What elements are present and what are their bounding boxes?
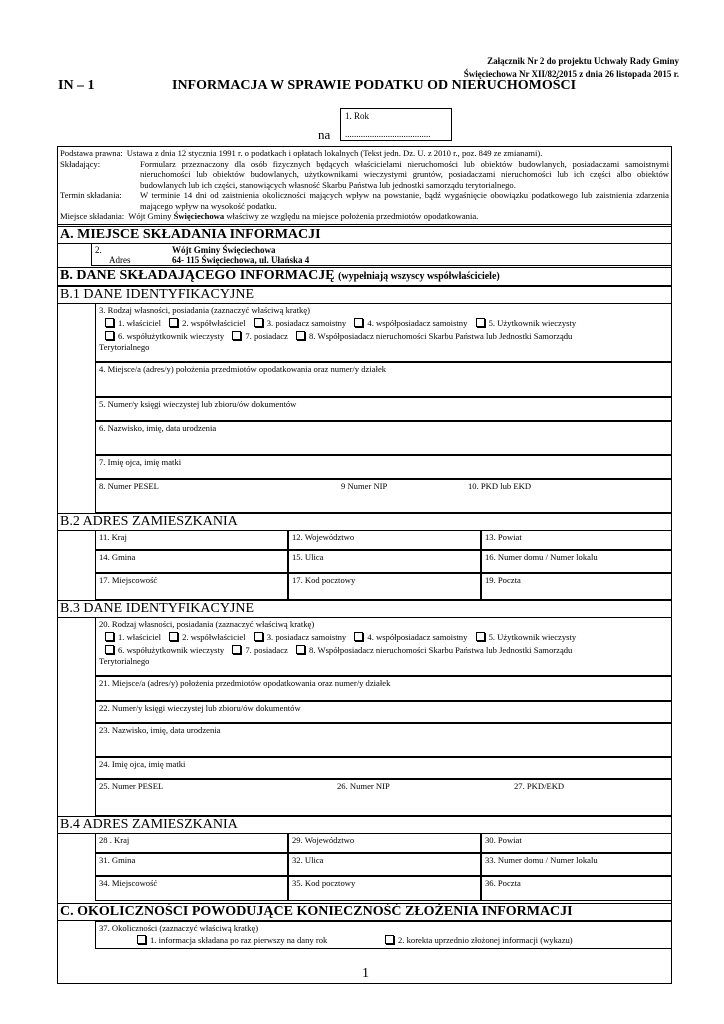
field-33[interactable] [481, 853, 672, 876]
section-b1-title: B.1 DANE IDENTYFIKACYJNE [57, 286, 672, 304]
checkbox-b1-3[interactable] [254, 318, 263, 327]
field-3-ownership [95, 303, 672, 362]
field-31[interactable] [95, 853, 288, 876]
rok-label: 1. Rok [345, 111, 370, 121]
field-4[interactable] [95, 362, 672, 397]
field-15[interactable] [288, 550, 481, 573]
opt-c-1: 1. informacja składana po raz pierwszy na dany rok [150, 935, 328, 945]
adres-label: Adres [109, 255, 131, 265]
opt-b3-8: 8. Współposiadacz nieruchomości Skarbu Państwa lub Jednostki Samorządu [309, 645, 573, 655]
rok-field[interactable] [340, 108, 452, 141]
field-20-ownership [95, 617, 672, 676]
opt-b1-5: 5. Użytkownik wieczysty [488, 318, 577, 328]
opt-b1-6: 6. współużytkownik wieczysty [118, 331, 225, 341]
field-15-label: 15. Ulica [292, 552, 324, 562]
field-31-label: 31. Gmina [99, 855, 136, 865]
checkbox-b1-8[interactable] [296, 331, 305, 340]
field-23[interactable] [95, 723, 672, 757]
field-24[interactable] [95, 757, 672, 779]
checkbox-b1-2[interactable] [169, 318, 178, 327]
field-16-label: 16. Numer domu / Numer lokalu [485, 552, 598, 562]
field-22[interactable] [95, 701, 672, 723]
podstawa-label: Podstawa prawna: [60, 148, 123, 158]
checkbox-b1-7[interactable] [232, 331, 241, 340]
opt-b1-cont: Terytorialnego [99, 342, 150, 352]
field-29[interactable] [288, 833, 481, 853]
attachment-line-1: Załącznik Nr 2 do projektu Uchwały Rady Gminy [487, 56, 679, 66]
checkbox-b3-8[interactable] [296, 645, 305, 654]
checkbox-b1-6[interactable] [105, 331, 114, 340]
podstawa-text: Ustawa z dnia 12 stycznia 1991 r. o podatkach i opłatach lokalnych (Tekst jedn. Dz. U. z 2010 r., poz. 849 ze zmianami). [126, 148, 543, 158]
skladajacy-text: Formularz przeznaczony dla osób fizycznych będących właścicielami nieruchomości lub obiektów budowlanych, posiadaczami samoistnymi nieruchomości lub obiektów budowlanych, użytkownikami wieczystymi gruntów, posiadaczami nieruchomości lub ich części albo obiektów budowlanych lub ich części, stanowiących własność Skarbu Państwa lub jednostki samorządu terytorialnego. [140, 158, 669, 190]
field-34-label: 34. Miejscowość [99, 878, 158, 888]
field-28[interactable] [95, 833, 288, 853]
fields-25-27 [95, 779, 672, 816]
field-13-label: 13. Powiat [485, 532, 522, 542]
field-30-label: 30. Powiat [485, 835, 522, 845]
organ-name: Wójt Gminy Święciechowa [172, 245, 276, 255]
field-17a[interactable] [95, 573, 288, 600]
field-35-label: 35. Kod pocztowy [292, 878, 356, 888]
checkbox-b3-5[interactable] [476, 632, 485, 641]
field-32[interactable] [288, 853, 481, 876]
field-24-label: 24. Imię ojca, imię matki [99, 759, 186, 769]
field-4-label: 4. Miejsce/a (adres/y) położenia przedmiotów opodatkowania oraz numer/y działek [99, 364, 387, 374]
opt-b1-7: 7. posiadacz [245, 331, 288, 341]
opt-b3-3: 3. posiadacz samoistny [266, 632, 347, 642]
field-2-number: 2. [95, 245, 102, 255]
section-b-title-text: B. DANE SKŁADAJĄCEGO INFORMACJĘ [60, 268, 335, 283]
field-3-label: 3. Rodzaj własności, posiadania (zaznaczyć właściwą kratkę) [99, 305, 310, 315]
field-25-label[interactable]: 25. Numer PESEL [99, 781, 164, 791]
field-17b-label: 17. Kod pocztowy [292, 575, 356, 585]
section-b-title [57, 267, 672, 286]
field-36[interactable] [481, 876, 672, 901]
checkbox-b1-1[interactable] [105, 318, 114, 327]
field-14[interactable] [95, 550, 288, 573]
field-34[interactable] [95, 876, 288, 901]
opt-b1-3: 3. posiadacz samoistny [266, 318, 347, 328]
checkbox-b3-7[interactable] [232, 645, 241, 654]
opt-b3-7: 7. posiadacz [245, 645, 288, 655]
checkbox-b3-1[interactable] [105, 632, 114, 641]
field-12-label: 12. Województwo [292, 532, 355, 542]
field-19[interactable] [481, 573, 672, 600]
field-21-label: 21. Miejsce/a (adres/y) położenia przedmiotów opodatkowania oraz numer/y działek [99, 678, 391, 688]
miejsce-text-post: właściwy ze względu na miejsce położenia przedmiotów opodatkowania. [224, 211, 479, 221]
field-22-label: 22. Numer/y księgi wieczystej lub zbioru/ów dokumentów [99, 703, 301, 713]
rok-dots: ...................................... [345, 129, 431, 139]
checkbox-b3-6[interactable] [105, 645, 114, 654]
checkbox-c-2[interactable] [385, 935, 394, 944]
checkbox-c-1[interactable] [137, 935, 146, 944]
termin-label: Termin składania: [60, 190, 122, 200]
section-a-title: A. MIEJSCE SKŁADANIA INFORMACJI [57, 226, 672, 244]
checkbox-b1-4[interactable] [354, 318, 363, 327]
section-a-address [91, 243, 672, 266]
field-28-label: 28 . Kraj [99, 835, 130, 845]
opt-b1-4: 4. współposiadacz samoistny [367, 318, 468, 328]
section-b3-title: B.3 DANE IDENTYFIKACYJNE [57, 600, 672, 618]
field-11-label: 11. Kraj [99, 532, 127, 542]
opt-b1-8: 8. Współposiadacz nieruchomości Skarbu Państwa lub Jednostki Samorządu [309, 331, 573, 341]
field-17b[interactable] [288, 573, 481, 600]
opt-b3-6: 6. współużytkownik wieczysty [118, 645, 225, 655]
field-21[interactable] [95, 676, 672, 701]
field-14-label: 14. Gmina [99, 552, 136, 562]
opt-b3-cont: Terytorialnego [99, 656, 150, 666]
field-13[interactable] [481, 530, 672, 550]
opt-b3-5: 5. Użytkownik wieczysty [488, 632, 577, 642]
page-number: 1 [362, 966, 369, 981]
organ-address: 64- 115 Święciechowa, ul. Ułańska 4 [172, 255, 310, 265]
field-26-label[interactable]: 26. Numer NIP [337, 781, 390, 791]
checkbox-b3-2[interactable] [169, 632, 178, 641]
opt-b3-4: 4. współposiadacz samoistny [367, 632, 468, 642]
field-32-label: 32. Ulica [292, 855, 324, 865]
field-5[interactable] [95, 397, 672, 421]
field-7[interactable] [95, 455, 672, 479]
termin-text: W terminie 14 dni od zaistnienia okoliczności mających wpływ na powstanie, bądź wygaśnięcie obowiązku podatkowego lub zaistnienia zdarzenia mającego wpływ na wysokość podatku. [140, 190, 669, 211]
field-17a-label: 17. Miejscowość [99, 575, 158, 585]
field-6-label: 6. Nazwisko, imię, data urodzenia [99, 423, 217, 433]
field-16[interactable] [481, 550, 672, 573]
form-id: IN – 1 [58, 78, 95, 93]
attachment-line-2: Święciechowa Nr XII/82/2015 z dnia 26 listopada 2015 r. [463, 69, 679, 79]
field-33-label: 33. Numer domu / Numer lokalu [485, 855, 598, 865]
field-10-label[interactable]: 10. PKD lub EKD [468, 481, 532, 491]
field-6[interactable] [95, 421, 672, 455]
opt-b1-2: 2. współwłaściciel [182, 318, 246, 328]
fields-8-10 [95, 479, 672, 513]
opt-b1-1: 1. właściciel [118, 318, 161, 328]
field-20-label: 20. Rodzaj własności, posiadania (zaznaczyć właściwą kratkę) [99, 619, 315, 629]
opt-c-2: 2. korekta uprzednio złożonej informacji (wykazu) [398, 935, 573, 945]
intro-block [57, 146, 672, 225]
miejsce-label: Miejsce składania: [60, 211, 125, 221]
checkbox-b3-3[interactable] [254, 632, 263, 641]
opt-b3-2: 2. współwłaściciel [182, 632, 246, 642]
field-29-label: 29. Województwo [292, 835, 355, 845]
skladajacy-label: Składający: [60, 158, 101, 169]
field-7-label: 7. Imię ojca, imię matki [99, 457, 182, 467]
field-36-label: 36. Poczta [485, 878, 521, 888]
field-35[interactable] [288, 876, 481, 901]
field-37 [95, 921, 672, 949]
checkbox-b3-4[interactable] [354, 632, 363, 641]
field-37-label: 37. Okoliczności (zaznaczyć właściwą kratkę) [99, 923, 259, 933]
field-8-label[interactable]: 8. Numer PESEL [99, 481, 159, 491]
field-23-label: 23. Nazwisko, imię, data urodzenia [99, 725, 221, 735]
field-12[interactable] [288, 530, 481, 550]
na-label: na [318, 127, 331, 142]
field-9-label[interactable]: 9 Numer NIP [341, 481, 388, 491]
section-b-subtitle: (wypełniają wszyscy współwłaściciele) [338, 271, 500, 282]
opt-b3-1: 1. właściciel [118, 632, 161, 642]
form-title: INFORMACJA W SPRAWIE PODATKU OD NIERUCHOMOŚCI [172, 78, 577, 93]
section-b2-title: B.2 ADRES ZAMIESZKANIA [57, 513, 672, 531]
field-19-label: 19. Poczta [485, 575, 521, 585]
checkbox-b1-5[interactable] [476, 318, 485, 327]
field-27-label[interactable]: 27. PKD/EKD [514, 781, 565, 791]
field-30[interactable] [481, 833, 672, 853]
miejsce-text-bold: Święciechowa [173, 211, 225, 221]
field-11[interactable] [95, 530, 288, 550]
section-b4-title: B.4 ADRES ZAMIESZKANIA [57, 816, 672, 834]
section-c-title: C. OKOLICZNOŚCI POWODUJĄCE KONIECZNOŚĆ ZŁOŻENIA INFORMACJI [57, 903, 672, 921]
field-5-label: 5. Numer/y księgi wieczystej lub zbioru/ów dokumentów [99, 399, 297, 409]
miejsce-text-pre: Wójt Gminy [128, 211, 174, 221]
